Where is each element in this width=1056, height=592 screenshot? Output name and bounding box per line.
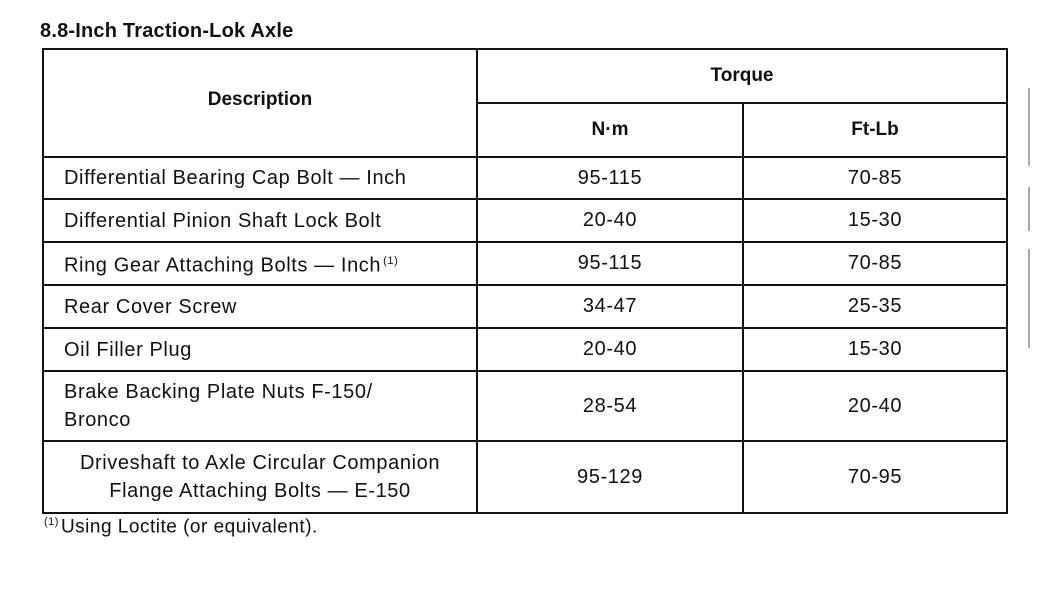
table-row <box>43 242 1007 285</box>
ftlb-column-header: Ft-Lb <box>743 103 1007 157</box>
row-description: Rear Cover Screw <box>43 285 477 328</box>
description-column-header: Description <box>43 49 477 157</box>
footnote <box>42 516 318 538</box>
torque-group-header: Torque <box>477 49 1007 103</box>
table-row <box>43 157 1007 199</box>
row-description-line: Brake Backing Plate Nuts F-150/ <box>64 381 373 403</box>
footnote-reference: (1) <box>383 255 399 268</box>
table-row <box>43 328 1007 371</box>
row-description-line: Flange Attaching Bolts — E-150 <box>109 480 411 502</box>
row-nm-value: 34-47 <box>477 285 743 328</box>
row-nm-value: 20-40 <box>477 199 743 242</box>
row-nm-value: 20-40 <box>477 328 743 371</box>
margin-scan-line <box>1028 88 1030 348</box>
row-description-cell <box>43 242 477 285</box>
table-row <box>43 199 1007 242</box>
row-description-cell <box>43 441 477 513</box>
row-nm-value: 95-115 <box>477 242 743 285</box>
row-nm-value: 95-129 <box>477 441 743 513</box>
row-ftlb-value: 15-30 <box>743 199 1007 242</box>
row-description: Differential Pinion Shaft Lock Bolt <box>43 199 477 242</box>
torque-table-container <box>42 48 1006 514</box>
row-ftlb-value: 15-30 <box>743 328 1007 371</box>
table-row <box>43 371 1007 441</box>
row-ftlb-value: 70-85 <box>743 157 1007 199</box>
row-description: Ring Gear Attaching Bolts — Inch <box>64 254 382 277</box>
row-ftlb-value: 70-85 <box>743 242 1007 285</box>
table-row <box>43 441 1007 513</box>
footnote-marker: (1) <box>44 516 59 528</box>
row-ftlb-value: 70-95 <box>743 441 1007 513</box>
row-nm-value: 28-54 <box>477 371 743 441</box>
torque-specification-table <box>42 48 1008 514</box>
nm-column-header: N·m <box>477 103 743 157</box>
row-ftlb-value: 25-35 <box>743 285 1007 328</box>
row-ftlb-value: 20-40 <box>743 371 1007 441</box>
row-description-cell <box>43 371 477 441</box>
row-description: Oil Filler Plug <box>43 328 477 371</box>
table-header-row <box>43 49 1007 103</box>
footnote-text: Using Loctite (or equivalent). <box>60 516 318 538</box>
row-description-line: Driveshaft to Axle Circular Companion <box>79 452 441 474</box>
table-row <box>43 285 1007 328</box>
row-description-line: Bronco <box>64 409 131 431</box>
row-nm-value: 95-115 <box>477 157 743 199</box>
row-description: Differential Bearing Cap Bolt — Inch <box>43 157 477 199</box>
document-title: 8.8-Inch Traction-Lok Axle <box>40 20 294 42</box>
